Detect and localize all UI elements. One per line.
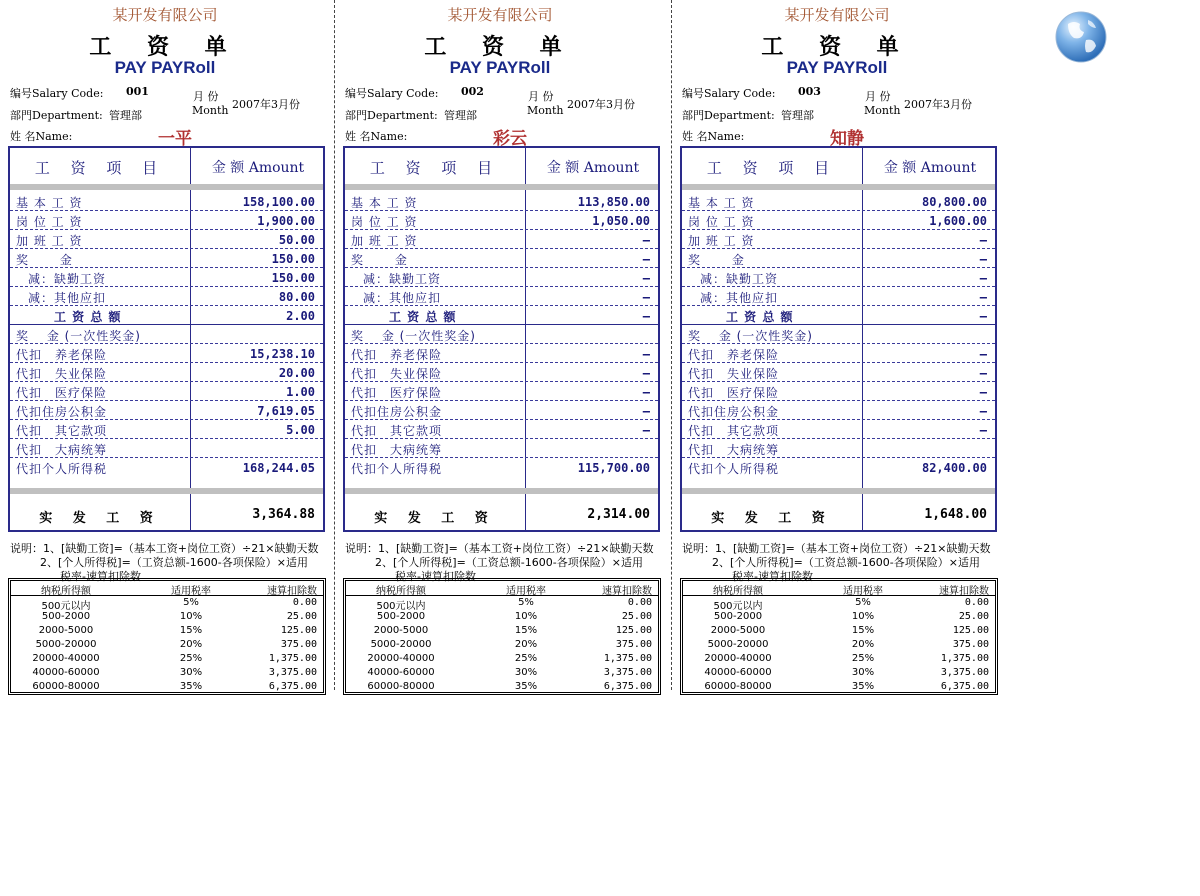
note-line-2: 2、[个人所得税]=（工资总额-1600-各项保险）×适用: [712, 556, 980, 569]
row-medical: 代扣 医疗保险 –: [345, 382, 658, 401]
tax-header-row: 纳税所得额 适用税率 速算扣除数: [11, 581, 323, 596]
payslip-3: [672, 0, 1002, 700]
row-other-deduction: 减：其他应扣 80.00: [10, 287, 323, 306]
payslip-1: [0, 0, 330, 700]
company-name: 某开发有限公司: [112, 6, 218, 24]
row-housing-fund: 代扣住房公积金 –: [682, 401, 995, 420]
row-pension: 代扣 养老保险 15,238.10: [10, 344, 323, 363]
tax-row: 500-2000 10% 25.00: [41, 611, 317, 622]
tax-header-row: 纳税所得额 适用税率 速算扣除数: [683, 581, 995, 596]
department-label: 部門Department:: [345, 109, 438, 122]
row-position-salary: 岗 位 工 资 1,050.00: [345, 211, 658, 230]
column-amount: 金 额 Amount: [211, 160, 305, 176]
row-base-salary: 基 本 工 资 158,100.00: [10, 192, 323, 211]
month-label-cn: 月 份: [528, 90, 554, 103]
name-label: 姓 名Name:: [10, 130, 73, 143]
department-label: 部門Department:: [10, 109, 103, 122]
row-base-salary: 基 本 工 资 80,800.00: [682, 192, 995, 211]
note-line-1: 说明：1、[缺勤工资]=（基本工资+岗位工资）÷21×缺勤天数: [682, 542, 991, 555]
department-label: 部門Department:: [682, 109, 775, 122]
row-one-time-bonus: 奖 金 (一次性奖金): [345, 325, 658, 344]
month-value: 2007年3月份: [232, 98, 300, 111]
tax-row: 2000-5000 15% 125.00: [38, 625, 317, 636]
net-pay-label: 实 发 工 资: [711, 511, 833, 526]
slip-subtitle: PAY PAYRoll: [786, 58, 888, 77]
company-name: 某开发有限公司: [447, 6, 553, 24]
row-overtime: 加 班 工 资 –: [682, 230, 995, 249]
note-line-3: 税率-速算扣除数: [60, 570, 141, 583]
tax-row: 2000-5000 15% 125.00: [710, 625, 989, 636]
tax-row: 500-2000 10% 25.00: [713, 611, 989, 622]
slip-title: 工 资 单: [89, 34, 241, 60]
row-critical-illness: 代扣 大病统筹: [10, 439, 323, 458]
tax-row: 500-2000 10% 25.00: [376, 611, 652, 622]
table-header: [10, 148, 323, 184]
row-absence-deduction: 减：缺勤工资 –: [682, 268, 995, 287]
employee-name: 知静: [830, 129, 864, 149]
month-label-cn: 月 份: [193, 90, 219, 103]
row-pension: 代扣 养老保险 –: [682, 344, 995, 363]
code-label: 编号Salary Code:: [682, 87, 776, 100]
tax-row: 60000-80000 35% 6,375.00: [704, 681, 989, 692]
row-critical-illness: 代扣 大病统筹: [345, 439, 658, 458]
row-position-salary: 岗 位 工 资 1,600.00: [682, 211, 995, 230]
row-gross-total: 工 资 总 额 2.00: [10, 306, 323, 325]
tax-row: 60000-80000 35% 6,375.00: [367, 681, 652, 692]
salary-table: [343, 146, 660, 532]
column-item: 工 资 项 目: [369, 159, 501, 177]
note-line-3: 税率-速算扣除数: [395, 570, 476, 583]
row-bonus: 奖 金 –: [345, 249, 658, 268]
name-label: 姓 名Name:: [345, 130, 408, 143]
row-medical: 代扣 医疗保险 1.00: [10, 382, 323, 401]
note-line-2: 2、[个人所得税]=（工资总额-1600-各项保险）×适用: [40, 556, 308, 569]
salary-table: [8, 146, 325, 532]
tax-row: 60000-80000 35% 6,375.00: [32, 681, 317, 692]
tax-row: 500元以内 5% 0.00: [376, 597, 652, 612]
row-pension: 代扣 养老保险 –: [345, 344, 658, 363]
code-value: 002: [461, 85, 484, 98]
net-pay-row: [10, 496, 323, 532]
code-value: 003: [798, 85, 821, 98]
net-pay-value: 3,364.88: [252, 507, 315, 522]
row-one-time-bonus: 奖 金 (一次性奖金): [10, 325, 323, 344]
row-housing-fund: 代扣住房公积金 7,619.05: [10, 401, 323, 420]
tax-row: 20000-40000 25% 1,375.00: [32, 653, 317, 664]
row-other-items: 代扣 其它款项 5.00: [10, 420, 323, 439]
tax-row: 500元以内 5% 0.00: [41, 597, 317, 612]
employee-name: 一平: [158, 129, 192, 149]
slip-subtitle: PAY PAYRoll: [114, 58, 216, 77]
table-header: [345, 148, 658, 184]
slip-title: 工 资 单: [761, 34, 913, 60]
net-pay-row: [345, 496, 658, 532]
row-absence-deduction: 减：缺勤工资 –: [345, 268, 658, 287]
row-income-tax: 代扣个人所得税 82,400.00: [688, 461, 987, 476]
row-medical: 代扣 医疗保险 –: [682, 382, 995, 401]
tax-row: 20000-40000 25% 1,375.00: [704, 653, 989, 664]
column-item: 工 资 项 目: [34, 159, 166, 177]
row-critical-illness: 代扣 大病统筹: [682, 439, 995, 458]
note-line-1: 说明：1、[缺勤工资]=（基本工资+岗位工资）÷21×缺勤天数: [345, 542, 654, 555]
row-other-items: 代扣 其它款项 –: [345, 420, 658, 439]
row-income-tax: 代扣个人所得税 115,700.00: [351, 461, 650, 476]
tax-row: 2000-5000 15% 125.00: [373, 625, 652, 636]
note-line-1: 说明：1、[缺勤工资]=（基本工资+岗位工资）÷21×缺勤天数: [10, 542, 319, 555]
tax-rate-table: [680, 578, 998, 695]
row-absence-deduction: 减：缺勤工资 150.00: [10, 268, 323, 287]
salary-table: [680, 146, 997, 532]
row-gross-total: 工 资 总 额 –: [345, 306, 658, 325]
tax-row: 5000-20000 20% 375.00: [35, 639, 317, 650]
net-pay-label: 实 发 工 资: [374, 511, 496, 526]
month-label-cn: 月 份: [865, 90, 891, 103]
row-unemployment: 代扣 失业保险 –: [345, 363, 658, 382]
tax-row: 5000-20000 20% 375.00: [370, 639, 652, 650]
payslip-2: [335, 0, 665, 700]
department-value: 管理部: [109, 109, 142, 122]
table-header: [682, 148, 995, 184]
note-line-3: 税率-速算扣除数: [732, 570, 813, 583]
tax-rate-table: [8, 578, 326, 695]
tax-header-row: 纳税所得额 适用税率 速算扣除数: [346, 581, 658, 596]
net-pay-value: 2,314.00: [587, 507, 650, 522]
row-overtime: 加 班 工 资 50.00: [10, 230, 323, 249]
department-value: 管理部: [444, 109, 477, 122]
row-overtime: 加 班 工 资 –: [345, 230, 658, 249]
note-line-2: 2、[个人所得税]=（工资总额-1600-各项保险）×适用: [375, 556, 643, 569]
row-bonus: 奖 金 –: [682, 249, 995, 268]
row-unemployment: 代扣 失业保险 20.00: [10, 363, 323, 382]
row-other-items: 代扣 其它款项 –: [682, 420, 995, 439]
net-pay-row: [682, 496, 995, 532]
row-income-tax: 代扣个人所得税 168,244.05: [16, 461, 315, 476]
row-other-deduction: 减：其他应扣 –: [345, 287, 658, 306]
row-other-deduction: 减：其他应扣 –: [682, 287, 995, 306]
month-value: 2007年3月份: [567, 98, 635, 111]
tax-row: 40000-60000 30% 3,375.00: [704, 667, 989, 678]
row-position-salary: 岗 位 工 资 1,900.00: [10, 211, 323, 230]
row-one-time-bonus: 奖 金 (一次性奖金): [682, 325, 995, 344]
tax-row: 40000-60000 30% 3,375.00: [367, 667, 652, 678]
slip-subtitle: PAY PAYRoll: [449, 58, 551, 77]
net-pay-label: 实 发 工 资: [39, 511, 161, 526]
company-name: 某开发有限公司: [784, 6, 890, 24]
row-bonus: 奖 金 150.00: [10, 249, 323, 268]
employee-name: 彩云: [493, 129, 527, 149]
name-label: 姓 名Name:: [682, 130, 745, 143]
code-label: 编号Salary Code:: [10, 87, 104, 100]
row-gross-total: 工 资 总 额 –: [682, 306, 995, 325]
tax-rate-table: [343, 578, 661, 695]
tax-row: 5000-20000 20% 375.00: [707, 639, 989, 650]
tax-row: 20000-40000 25% 1,375.00: [367, 653, 652, 664]
code-label: 编号Salary Code:: [345, 87, 439, 100]
department-value: 管理部: [781, 109, 814, 122]
code-value: 001: [126, 85, 149, 98]
row-base-salary: 基 本 工 资 113,850.00: [345, 192, 658, 211]
column-item: 工 资 项 目: [706, 159, 838, 177]
month-label-en: Month: [192, 104, 229, 117]
globe-icon: [1054, 10, 1108, 64]
column-amount: 金 额 Amount: [546, 160, 640, 176]
month-label-en: Month: [864, 104, 901, 117]
tax-row: 500元以内 5% 0.00: [713, 597, 989, 612]
month-value: 2007年3月份: [904, 98, 972, 111]
slip-title: 工 资 单: [424, 34, 576, 60]
row-housing-fund: 代扣住房公积金 –: [345, 401, 658, 420]
net-pay-value: 1,648.00: [924, 507, 987, 522]
tax-row: 40000-60000 30% 3,375.00: [32, 667, 317, 678]
column-amount: 金 额 Amount: [883, 160, 977, 176]
month-label-en: Month: [527, 104, 564, 117]
row-unemployment: 代扣 失业保险 –: [682, 363, 995, 382]
